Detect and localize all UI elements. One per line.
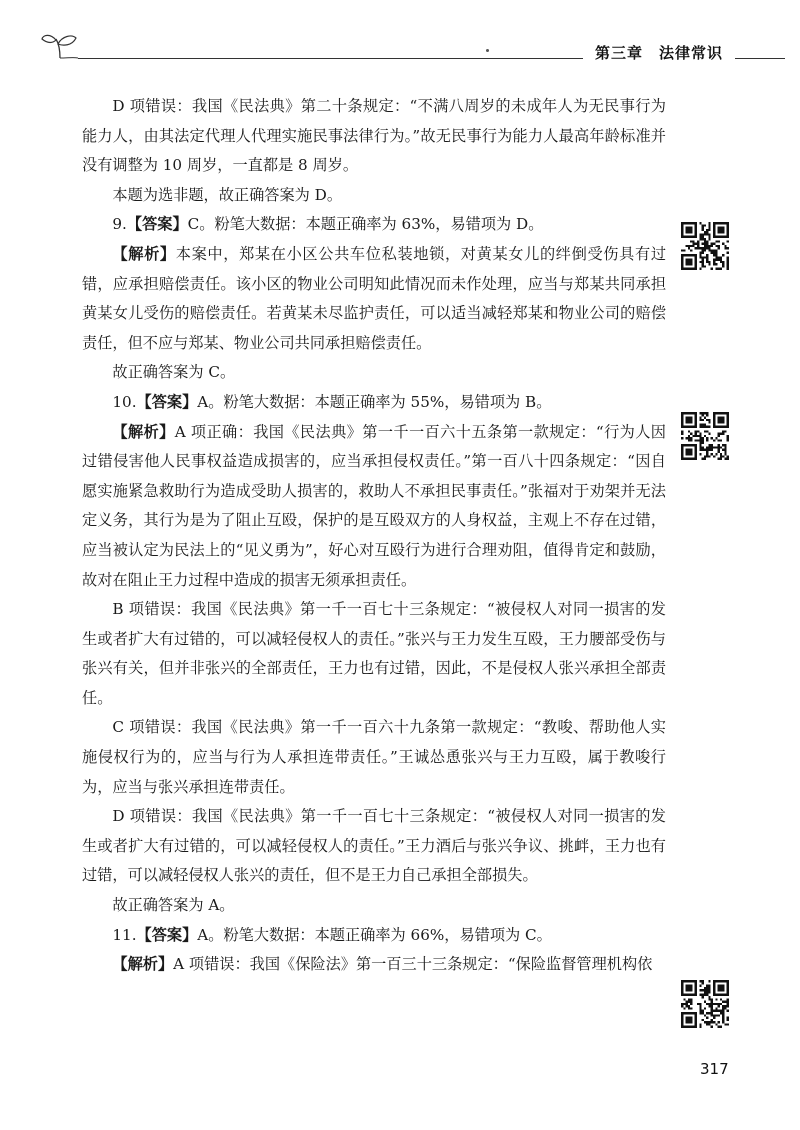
header-dot xyxy=(486,49,489,52)
analysis-paragraph: 【解析】A 项错误：我国《保险法》第一百三十三条规定：“保险监督管理机构依 xyxy=(112,955,653,974)
qr-code-icon[interactable] xyxy=(681,222,729,270)
analysis-label: 【解析】 xyxy=(112,244,176,263)
chapter-title: 法律常识 xyxy=(659,44,724,62)
qr-code-icon[interactable] xyxy=(681,980,729,1028)
sprout-icon xyxy=(40,30,80,60)
answer-line-9: 9.【答案】C。粉笔大数据：本题正确率为 63%，易错项为 D。 xyxy=(112,215,544,234)
qr-code-icon[interactable] xyxy=(681,412,729,460)
analysis-paragraph: 【解析】本案中，郑某在小区公共车位私装地锁，对黄某女儿的绊倒受伤具有过错，应承担赔偿责任。该小区的物业公司明知此情况而未作处理，应当与郑某共同承担黄某女儿受伤的赔偿责任。若黄某未尽监护责任，可以适当减轻郑某和物业公司的赔偿责任，但不应与郑某、物业公司共同承担赔偿责任。 xyxy=(82,244,666,352)
analysis-paragraph: 【解析】A 项正确：我国《民法典》第一千一百六十五条第一款规定：“行为人因过错侵害他人民事权益造成损害的，应当承担侵权责任。”第一百八十四条规定：“因自愿实施紧急救助行为造成受助人损害的，救助人不承担民事责任。”张福对于劝架并无法定义务，其行为是为了阻止互殴，保护的是互殴双方的人身权益，主观上不存在过错，应当被认定为民法上的“见义勇为”，好心对互殴行为进行合理劝阻，值得肯定和鼓励，故对在阻止王力过程中造成的损害无须承担责任。 xyxy=(82,422,666,589)
paragraph: D 项错误：我国《民法典》第二十条规定：“不满八周岁的未成年人为无民事行为能力人，由其法定代理人代理实施民事法律行为。”故无民事行为能力人最高年龄标准并没有调整为 10 周岁，一直都是 8 周岁。 xyxy=(82,97,666,175)
answer-explanations xyxy=(82,92,666,980)
paragraph: D 项错误：我国《民法典》第一千一百七十三条规定：“被侵权人对同一损害的发生或者扩大有过错的，可以减轻侵权人的责任。”王力酒后与张兴争议、挑衅，王力也有过错，可以减轻侵权人张兴的责任，但不是王力自己承担全部损失。 xyxy=(82,807,666,885)
chapter-number: 第三章 xyxy=(595,44,644,62)
header-rule-left xyxy=(78,58,583,59)
paragraph: 本题为选非题，故正确答案为 D。 xyxy=(112,185,343,204)
answer-line-10: 10.【答案】A。粉笔大数据：本题正确率为 55%，易错项为 B。 xyxy=(112,392,552,411)
answer-line-11: 11.【答案】A。粉笔大数据：本题正确率为 66%，易错项为 C。 xyxy=(112,925,552,944)
analysis-label: 【解析】 xyxy=(112,955,174,974)
page-number: 317 xyxy=(700,1060,729,1078)
running-header xyxy=(595,42,723,63)
paragraph: 故正确答案为 A。 xyxy=(112,896,235,915)
analysis-label: 【解析】 xyxy=(112,422,175,441)
paragraph: 故正确答案为 C。 xyxy=(112,363,236,382)
answer-label: 【答案】 xyxy=(136,925,198,944)
paragraph: C 项错误：我国《民法典》第一千一百六十九条第一款规定：“教唆、帮助他人实施侵权行为的，应当与行为人承担连带责任。”王诚怂恿张兴与王力互殴，属于教唆行为，应当与张兴承担连带责任。 xyxy=(82,718,666,796)
answer-label: 【答案】 xyxy=(136,392,198,411)
answer-label: 【答案】 xyxy=(126,215,188,234)
header-rule-right xyxy=(735,58,785,59)
paragraph: B 项错误：我国《民法典》第一千一百七十三条规定：“被侵权人对同一损害的发生或者扩大有过错的，可以减轻侵权人的责任。”张兴与王力发生互殴，王力腰部受伤与张兴有关，但并非张兴的全部责任，王力也有过错，因此，不是侵权人张兴承担全部责任。 xyxy=(82,600,666,707)
